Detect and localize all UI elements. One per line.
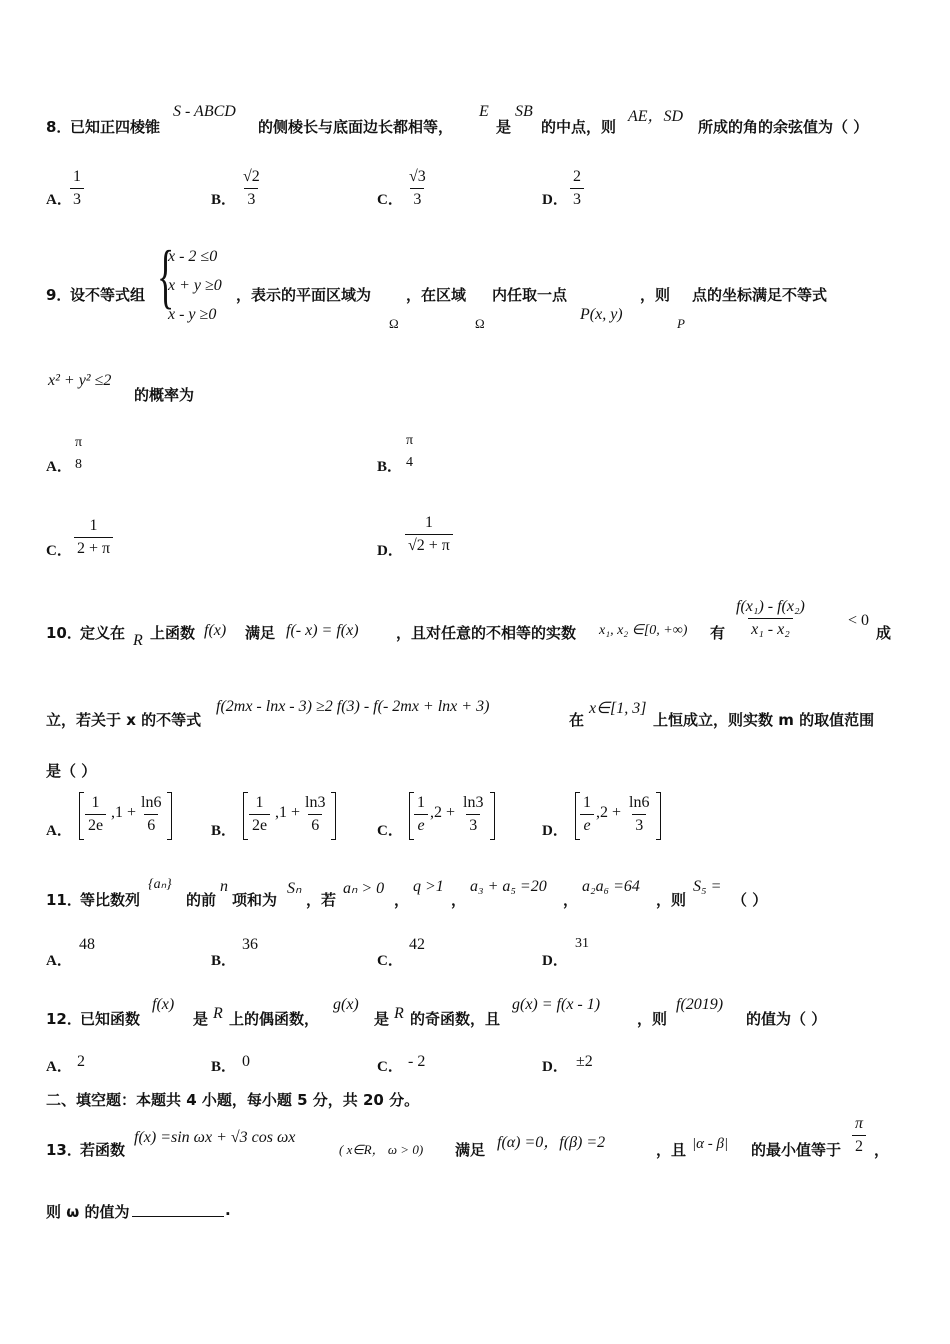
q11-text-5: ，: [394, 891, 410, 909]
q12-math-relation: g(x) = f(x - 1): [512, 996, 601, 1013]
q12-text-3: 上的偶函数，: [229, 1010, 320, 1028]
q11-math-pos: aₙ > 0: [343, 880, 385, 897]
q12-text-2: 是: [193, 1010, 209, 1028]
q11-option-a-value: 48: [79, 936, 95, 953]
q13-line2-text: 则 ω 的值为: [46, 1203, 130, 1221]
q11-option-c-value: 42: [409, 936, 425, 953]
q10-math-even: f(- x) = f(x): [286, 622, 359, 639]
q10-option-a-frac1: $\frac{1}{2e}$: [85, 792, 106, 837]
q9-text-2: ，表示的平面区域为: [236, 286, 372, 304]
q12-text-7: 的值为（ ）: [746, 1010, 827, 1028]
q13-math-domain: ( x∈R， ω > 0): [339, 1142, 424, 1157]
q11-text-9: （ ）: [732, 891, 768, 909]
q11-text-4: ，若: [306, 891, 337, 909]
q10-line2-interval: x∈[1, 3]: [589, 700, 647, 717]
q12-number: 12．: [46, 1010, 82, 1028]
q11-text-1: 等比数列: [80, 891, 141, 909]
q9-omega-1: Ω: [389, 316, 399, 331]
q10-option-d-frac2: $\frac{\ln 6}{3}$: [626, 792, 652, 837]
q10-option-b-frac1: $\frac{1}{2e}$: [249, 792, 270, 837]
q9-text-5: ，则: [640, 286, 671, 304]
q10-option-b-lbracket: [243, 792, 248, 840]
q9-option-a-label: A．: [46, 459, 72, 475]
q10-math-r: R: [133, 632, 143, 649]
q11-math-s5: S₅ =: [693, 878, 722, 895]
q8-option-d-label: D．: [542, 192, 568, 208]
q11-text-8: ，则: [656, 891, 687, 909]
q13-text-1: 若函数: [80, 1141, 126, 1159]
q8-text-2: 的侧棱长与底面边长都相等，: [258, 118, 454, 136]
q10-text-6: 成: [876, 624, 892, 642]
q10-option-c-rbracket: [490, 792, 495, 840]
q12-math-fx: f(x): [152, 996, 175, 1013]
q13-math-values: f(α) =0，f(β) =2: [497, 1134, 606, 1151]
q9-ineq-2: x + y ≥0: [168, 277, 222, 294]
q11-math-n: n: [220, 878, 228, 895]
q10-option-c-mid: ,2 +: [430, 804, 456, 821]
q11-option-b-label: B．: [211, 953, 237, 969]
q10-option-c-label: C．: [377, 823, 403, 839]
q9-ineq-circle: x² + y² ≤2: [48, 372, 112, 389]
q13-text-3: ，且: [656, 1141, 687, 1159]
q13-line2-end: .: [225, 1201, 231, 1219]
q10-option-b-frac2: $\frac{\ln 3}{6}$: [302, 792, 328, 837]
q11-math-prod: a₂a₆ =64: [582, 878, 640, 895]
q10-option-d-frac1: $\frac{1}{e}$: [580, 792, 594, 837]
q10-option-a-label: A．: [46, 823, 72, 839]
q10-line3: 是（ ）: [46, 762, 97, 780]
q10-math-domain: x₁, x₂ ∈[0, +∞): [599, 623, 688, 638]
q11-text-3: 项和为: [232, 891, 278, 909]
q10-option-b-rbracket: [331, 792, 336, 840]
q12-option-a-label: A．: [46, 1059, 72, 1075]
q9-text-1: 设不等式组: [70, 286, 146, 304]
q8-option-b-value: $\frac{√2}{3}$: [240, 166, 263, 211]
q8-option-d-value: $\frac{2}{3}$: [570, 166, 584, 211]
q13-text-2: 满足: [455, 1141, 486, 1159]
q12-option-b-value: 0: [242, 1053, 250, 1070]
q9-text-4: 内任取一点: [492, 286, 568, 304]
q9-option-c-label: C．: [46, 543, 72, 559]
q12-option-c-value: - 2: [408, 1053, 426, 1070]
q13-fraction: $\frac{\pi}{2}$: [852, 1113, 866, 1158]
q8-text-5: 所成的角的余弦值为（ ）: [698, 118, 869, 136]
q9-point: P(x, y): [580, 306, 623, 323]
q8-math-sb: SB: [515, 103, 533, 120]
q8-math-e: E: [479, 103, 489, 120]
q12-math-f2019: f(2019): [676, 996, 724, 1013]
q10-option-c-frac2: $\frac{\ln 3}{3}$: [460, 792, 486, 837]
section-2-heading: 二、填空题：本题共 4 小题，每小题 5 分，共 20 分。: [46, 1091, 420, 1109]
q10-option-a-frac2: $\frac{\ln 6}{6}$: [138, 792, 164, 837]
q11-math-seq: {aₙ}: [148, 877, 172, 892]
q10-line2-text-3: 上恒成立，则实数 m 的取值范围: [653, 711, 875, 729]
q8-math-pyramid: S - ABCD: [173, 103, 236, 120]
q11-option-c-label: C．: [377, 953, 403, 969]
q9-option-d-value: $\frac{1}{√2 + \pi}$: [405, 512, 453, 557]
q10-text-3: 满足: [245, 624, 276, 642]
q10-line2-inequality: f(2mx - lnx - 3) ≥2 f(3) - f(- 2mx + lnx + 3): [216, 698, 490, 715]
q8-option-b-label: B．: [211, 192, 237, 208]
q11-text-7: ，: [563, 891, 579, 909]
q8-text-4: 的中点，则: [541, 118, 617, 136]
q12-option-d-value: ±2: [576, 1053, 593, 1070]
q10-option-a-mid: ,1 +: [111, 804, 137, 821]
q10-option-d-mid: ,2 +: [596, 804, 622, 821]
q13-math-abs: |α - β|: [692, 1136, 729, 1152]
q9-option-a-value: π 8: [75, 435, 83, 472]
q9-ineq-1: x - 2 ≤0: [168, 248, 218, 265]
q8-text-3: 是: [496, 118, 512, 136]
q10-option-a-rbracket: [167, 792, 172, 840]
q8-text-1: 已知正四棱锥: [70, 118, 161, 136]
q11-option-d-value: 31: [575, 936, 589, 951]
q10-text-5: 有: [710, 624, 726, 642]
q9-p: P: [677, 316, 685, 331]
q11-text-2: 的前: [186, 891, 217, 909]
q10-less-zero: < 0: [848, 612, 870, 629]
q13-number: 13．: [46, 1141, 82, 1159]
q10-option-b-mid: ,1 +: [275, 804, 301, 821]
q10-line2-text-1: 立，若关于 x 的不等式: [46, 711, 202, 729]
q9-option-c-value: $\frac{1}{2 + \pi}$: [74, 515, 113, 560]
q12-math-r2: R: [394, 1005, 404, 1022]
q13-text-4: 的最小值等于: [751, 1141, 842, 1159]
q11-option-a-label: A．: [46, 953, 72, 969]
q9-text-3: ，在区域: [406, 286, 467, 304]
q8-option-c-label: C．: [377, 192, 403, 208]
q8-number: 8．: [46, 118, 72, 136]
q13-answer-blank[interactable]: [132, 1202, 224, 1217]
q9-option-b-label: B．: [377, 459, 403, 475]
q8-option-c-value: $\frac{√3}{3}$: [406, 166, 429, 211]
q12-option-d-label: D．: [542, 1059, 568, 1075]
q12-text-5: 的奇函数，且: [410, 1010, 501, 1028]
q9-omega-2: Ω: [475, 316, 485, 331]
q12-text-1: 已知函数: [80, 1010, 141, 1028]
q10-text-4: ，且对任意的不相等的实数: [396, 624, 577, 642]
q11-text-6: ，: [451, 891, 467, 909]
q10-option-d-label: D．: [542, 823, 568, 839]
q8-math-lines: AE，SD: [628, 108, 684, 125]
q9-system-brace: {: [157, 236, 175, 316]
q10-number: 10．: [46, 624, 82, 642]
q9-option-d-label: D．: [377, 543, 403, 559]
q13-text-5: ，: [874, 1141, 890, 1159]
q12-option-b-label: B．: [211, 1059, 237, 1075]
q9-text-6: 点的坐标满足不等式: [692, 286, 828, 304]
q10-option-d-rbracket: [656, 792, 661, 840]
q12-text-6: ，则: [637, 1010, 668, 1028]
q11-math-sum: a₃ + a₅ =20: [470, 878, 547, 895]
q12-text-4: 是: [374, 1010, 390, 1028]
q10-text-1: 定义在: [80, 624, 126, 642]
q12-option-a-value: 2: [77, 1053, 85, 1070]
q12-math-gx: g(x): [333, 996, 359, 1013]
q8-option-a-label: A．: [46, 192, 72, 208]
q11-number: 11．: [46, 891, 82, 909]
q9-number: 9．: [46, 286, 72, 304]
q10-math-fx: f(x): [204, 622, 227, 639]
q11-option-b-value: 36: [242, 936, 258, 953]
q8-option-a-value: $\frac{1}{3}$: [70, 166, 84, 211]
q9-text-7: 的概率为: [134, 386, 195, 404]
q10-text-2: 上函数: [150, 624, 196, 642]
q13-math-function: f(x) =sin ωx + √3 cos ωx: [134, 1129, 296, 1146]
q9-ineq-3: x - y ≥0: [168, 306, 217, 323]
q10-option-b-label: B．: [211, 823, 237, 839]
q10-line2-text-2: 在: [569, 711, 585, 729]
q10-option-c-frac1: $\frac{1}{e}$: [414, 792, 428, 837]
q12-option-c-label: C．: [377, 1059, 403, 1075]
q12-math-r1: R: [213, 1005, 223, 1022]
q11-option-d-label: D．: [542, 953, 568, 969]
q10-option-a-lbracket: [79, 792, 84, 840]
q9-option-b-value: π 4: [406, 433, 414, 470]
q10-fraction: $\frac{\text{f(x₁) - f(x₂)}}{\text{x₁ - x₂}}$: [733, 596, 808, 641]
q11-math-q: q >1: [413, 878, 444, 895]
q11-math-sn: Sₙ: [287, 880, 302, 897]
